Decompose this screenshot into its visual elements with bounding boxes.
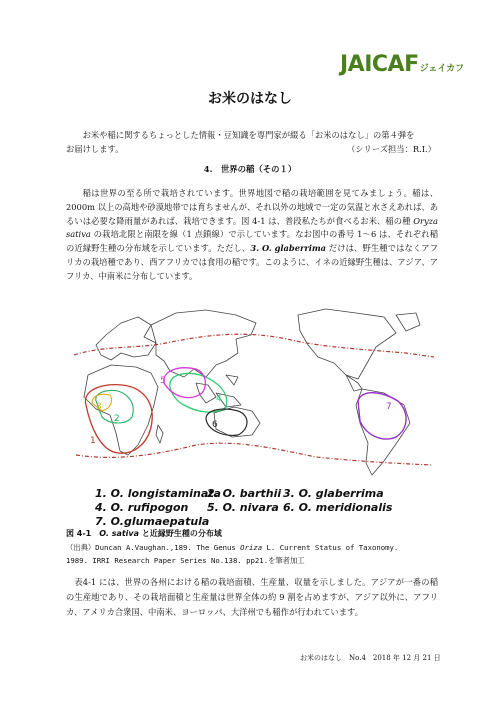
- zone-4-rufipogon: [170, 374, 227, 413]
- source-text-a: （出典）Duncan A.Vaughan.,189. The Genus: [66, 543, 241, 552]
- figure-caption: [66, 528, 222, 539]
- body2-text: 表4-1 には、世界の各州における稲の栽培面積、生産量、収量を示しました。アジアが一番の稲の生産地であり、その栽培面積と生産量は世界全体の約 9 割を占めますが、アジア以外に、アフリカ、アメリカ合衆国、中南米、ヨーロッパ、大洋州でも稲作が行われています。: [66, 577, 438, 617]
- logo-main-text: JAICAF: [340, 52, 419, 77]
- caption-species: O. sativa: [99, 529, 140, 538]
- intro-paragraph: [66, 128, 436, 156]
- caption-text: と近縁野生種の分布域: [139, 529, 222, 538]
- body1-text-c: だけは、野生種ではなくアフリカの栽培種であり、西アフリカでは食用の稲です。このように、イネの近縁野生種は、アジア、アフリカ、中南米に分布しています。: [66, 243, 438, 281]
- legend-item-5: 5. O. nivara: [207, 501, 279, 514]
- map-label-7: 7: [386, 402, 392, 412]
- page-title: お米のはなし: [208, 91, 292, 107]
- series-credit: （シリーズ担当：R.I.）: [346, 144, 436, 154]
- intro-line-1: お米や稲に関するちょっとした情報・豆知識を専門家が綴る「お米のはなし」の第４弾を: [82, 130, 415, 140]
- legend-item-7: 7. O.glumaepatula: [95, 515, 210, 528]
- map-label-4: 4: [216, 394, 222, 404]
- legend-item-4: 4. O. rufipogon: [95, 501, 189, 514]
- source-line-2: 1989. IRRI Research Paper Series No.138. pp21.を筆者加工: [66, 556, 305, 565]
- source-text-b: L. Current Status of Taxonomy.: [262, 543, 399, 552]
- caption-number: 図 4-1: [66, 529, 100, 538]
- section-heading: 4. 世界の稲（その１）: [203, 164, 297, 174]
- body1-text-a: 稲は世界の至る所で栽培されています。世界地図で稲の栽培範囲を見てみましょう。稲は、2000m 以上の高地や砂漠地帯では育ちませんが、それ以外の地域で一定の気温と水さえあれば、あるいは必要な降雨量があれば、栽培できます。図 4-1 は、普段私たちが食べるお米、稲の種: [66, 188, 438, 226]
- map-label-2: 2: [114, 414, 120, 424]
- page-footer: お米のはなし No.4 2018 年 12 月 21 日: [300, 654, 441, 662]
- source-genus: Oriza: [240, 543, 263, 552]
- legend-row: [95, 501, 425, 515]
- figure-source: [66, 541, 446, 567]
- logo-sub-text: ジェイカフ: [419, 64, 465, 74]
- sativa-north-limit: [74, 334, 434, 357]
- legend-item-6: 6. O. meridionalis: [283, 501, 393, 514]
- jaicaf-logo: [340, 52, 464, 82]
- map-label-3: 3: [96, 402, 102, 412]
- body-paragraph-1: [66, 187, 438, 284]
- species-legend: [95, 487, 425, 529]
- legend-row: [95, 515, 425, 529]
- body1-text-b: の栽培北限と南限を線（1 点鎖線）で示しています。なお図中の番号 1〜6 は、それぞれ稲の近縁野生種の分布域を示しています。ただし、: [66, 229, 438, 254]
- legend-item-1: 1. O. longistaminata: [95, 487, 221, 500]
- zone-7-glumaepatula: [358, 393, 406, 439]
- world-distribution-map: [66, 305, 438, 485]
- legend-row: [95, 487, 425, 501]
- legend-item-3: 3. O. glaberrima: [283, 487, 384, 500]
- map-label-5: 5: [160, 376, 166, 386]
- body-paragraph-2: [66, 575, 438, 620]
- map-label-6: 6: [212, 420, 218, 430]
- intro-line-2: お届けします。: [66, 144, 124, 154]
- species-glaberrima: 3. O. glaberrima: [250, 243, 327, 254]
- species-oryza-sativa: Oryza sativa: [66, 215, 438, 240]
- map-label-1: 1: [90, 436, 96, 446]
- legend-item-2: 2. O. barthii: [207, 487, 282, 500]
